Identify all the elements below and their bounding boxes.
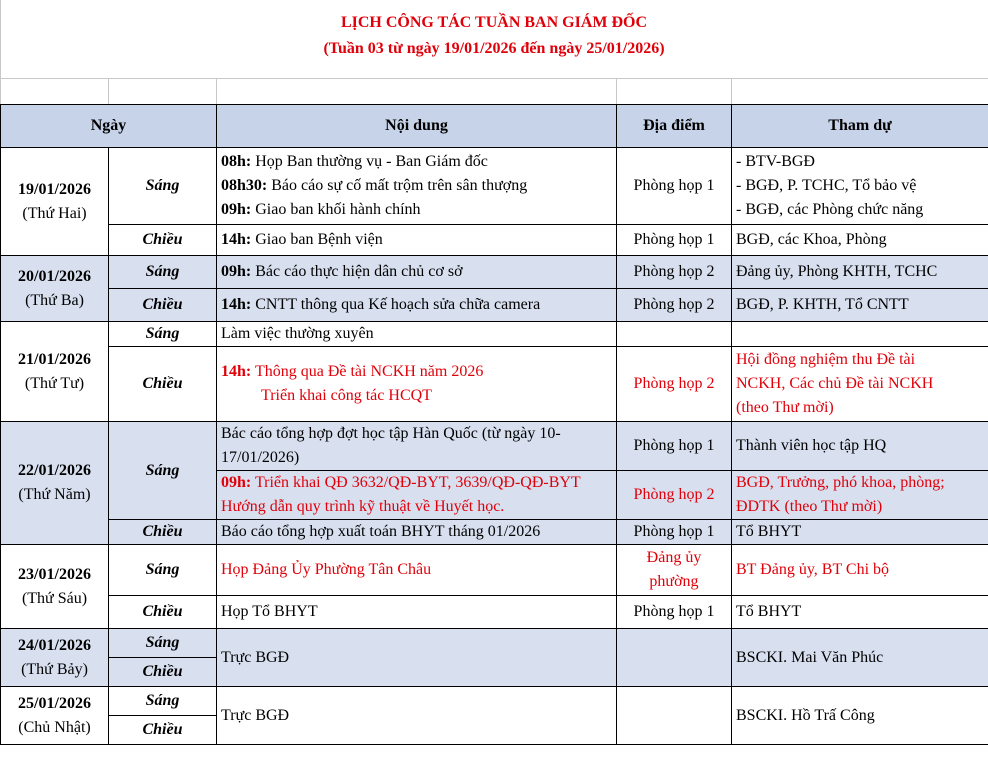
attendees-cell: Tổ BHYT: [732, 596, 988, 629]
content-cell: 14h: Thông qua Đề tài NCKH năm 2026 Triển khai công tác HCQT: [217, 347, 617, 422]
attendees-cell: - BTV-BGĐ - BGĐ, P. TCHC, Tổ bảo vệ - BGĐ, các Phòng chức năng: [732, 148, 988, 225]
schedule-subtitle: (Tuần 03 từ ngày 19/01/2026 đến ngày 25/01/2026): [323, 40, 665, 57]
place-cell: Phòng họp 1: [617, 225, 732, 256]
attendees-cell: Tổ BHYT: [732, 520, 988, 545]
attendees-cell: BSCKI. Hồ Trấ Công: [732, 687, 988, 745]
content-cell: Họp Đảng Ủy Phường Tân Châu: [217, 545, 617, 596]
date-cell: 24/01/2026 (Thứ Bảy): [1, 629, 109, 687]
place-cell: [617, 629, 732, 687]
place-cell: Phòng họp 2: [617, 347, 732, 422]
place-cell: Phòng họp 2: [617, 471, 732, 520]
table-row: [1, 289, 988, 322]
attendees-cell: BGĐ, P. KHTH, Tổ CNTT: [732, 289, 988, 322]
date-cell: 21/01/2026 (Thứ Tư): [1, 322, 109, 422]
attendees-cell: [732, 322, 988, 347]
session-morning: Sáng: [109, 148, 217, 225]
session-morning: Sáng: [109, 322, 217, 347]
session-afternoon: Chiều: [109, 225, 217, 256]
attendees-cell: Thành viên học tập HQ: [732, 422, 988, 471]
schedule-title: LỊCH CÔNG TÁC TUẦN BAN GIÁM ĐỐC: [340, 14, 648, 31]
content-cell: Trực BGĐ: [217, 629, 617, 687]
table-row: [1, 148, 988, 225]
date-cell: 23/01/2026 (Thứ Sáu): [1, 545, 109, 629]
content-cell: 09h: Bác cáo thực hiện dân chủ cơ sở: [217, 256, 617, 289]
table-row: [1, 256, 988, 289]
table-row: [1, 629, 988, 658]
attendees-cell: BGĐ, Trưởng, phó khoa, phòng; ĐDTK (theo Thư mời): [732, 471, 988, 520]
session-afternoon: Chiều: [109, 289, 217, 322]
session-afternoon: Chiều: [109, 658, 217, 687]
session-morning: Sáng: [109, 256, 217, 289]
content-cell: 09h: Triển khai QĐ 3632/QĐ-BYT, 3639/QĐ-QĐ-BYT Hướng dẫn quy trình kỹ thuật về Huyết học.: [217, 471, 617, 520]
place-cell: Phòng họp 1: [617, 596, 732, 629]
table-row: [1, 422, 988, 471]
table-row: [1, 322, 988, 347]
attendees-cell: BGĐ, các Khoa, Phòng: [732, 225, 988, 256]
date-cell: 25/01/2026 (Chủ Nhật): [1, 687, 109, 745]
session-morning: Sáng: [109, 629, 217, 658]
column-header-content: Nội dung: [217, 105, 617, 148]
table-row: [1, 225, 988, 256]
place-cell: Phòng họp 1: [617, 422, 732, 471]
gridline: [0, 0, 1, 104]
session-morning: Sáng: [109, 687, 217, 716]
gridline: [216, 78, 217, 104]
place-cell: Đảng ủy phường: [617, 545, 732, 596]
content-cell: Báo cáo tổng hợp xuất toán BHYT tháng 01/2026: [217, 520, 617, 545]
session-morning: Sáng: [109, 545, 217, 596]
content-cell: Bác cáo tổng hợp đợt học tập Hàn Quốc (từ ngày 10-17/01/2026): [217, 422, 617, 471]
table-header-row: [1, 105, 988, 148]
attendees-cell: Đảng ủy, Phòng KHTH, TCHC: [732, 256, 988, 289]
gridline: [108, 78, 109, 104]
content-cell: 14h: CNTT thông qua Kế hoạch sửa chữa camera: [217, 289, 617, 322]
session-morning: Sáng: [109, 422, 217, 520]
table-row: [1, 347, 988, 422]
place-cell: Phòng họp 2: [617, 256, 732, 289]
content-cell: Trực BGĐ: [217, 687, 617, 745]
table-row: [1, 596, 988, 629]
content-cell: 14h: Giao ban Bệnh viện: [217, 225, 617, 256]
date-cell: 20/01/2026 (Thứ Ba): [1, 256, 109, 322]
place-cell: [617, 687, 732, 745]
place-cell: Phòng họp 1: [617, 520, 732, 545]
schedule-table: [0, 104, 988, 745]
gridline: [731, 78, 732, 104]
table-row: [1, 545, 988, 596]
gridline: [0, 78, 988, 79]
attendees-cell: BSCKI. Mai Văn Phúc: [732, 629, 988, 687]
content-cell: Làm việc thường xuyên: [217, 322, 617, 347]
content-cell: 08h: Họp Ban thường vụ - Ban Giám đốc 08h30: Báo cáo sự cố mất trộm trên sân thượng 09h: Giao ban khối hành chính: [217, 148, 617, 225]
session-afternoon: Chiều: [109, 520, 217, 545]
column-header-attendees: Tham dự: [732, 105, 988, 148]
session-afternoon: Chiều: [109, 596, 217, 629]
content-cell: Họp Tổ BHYT: [217, 596, 617, 629]
attendees-cell: Hội đồng nghiệm thu Đề tài NCKH, Các chủ Đề tài NCKH (theo Thư mời): [732, 347, 988, 422]
attendees-cell: BT Đảng ủy, BT Chi bộ: [732, 545, 988, 596]
session-afternoon: Chiều: [109, 347, 217, 422]
date-cell: 19/01/2026 (Thứ Hai): [1, 148, 109, 256]
table-row: [1, 520, 988, 545]
table-row: [1, 687, 988, 716]
place-cell: [617, 322, 732, 347]
date-cell: 22/01/2026 (Thứ Năm): [1, 422, 109, 545]
session-afternoon: Chiều: [109, 716, 217, 745]
place-cell: Phòng họp 2: [617, 289, 732, 322]
column-header-place: Địa điểm: [617, 105, 732, 148]
gridline: [616, 78, 617, 104]
place-cell: Phòng họp 1: [617, 148, 732, 225]
column-header-date: Ngày: [1, 105, 217, 148]
